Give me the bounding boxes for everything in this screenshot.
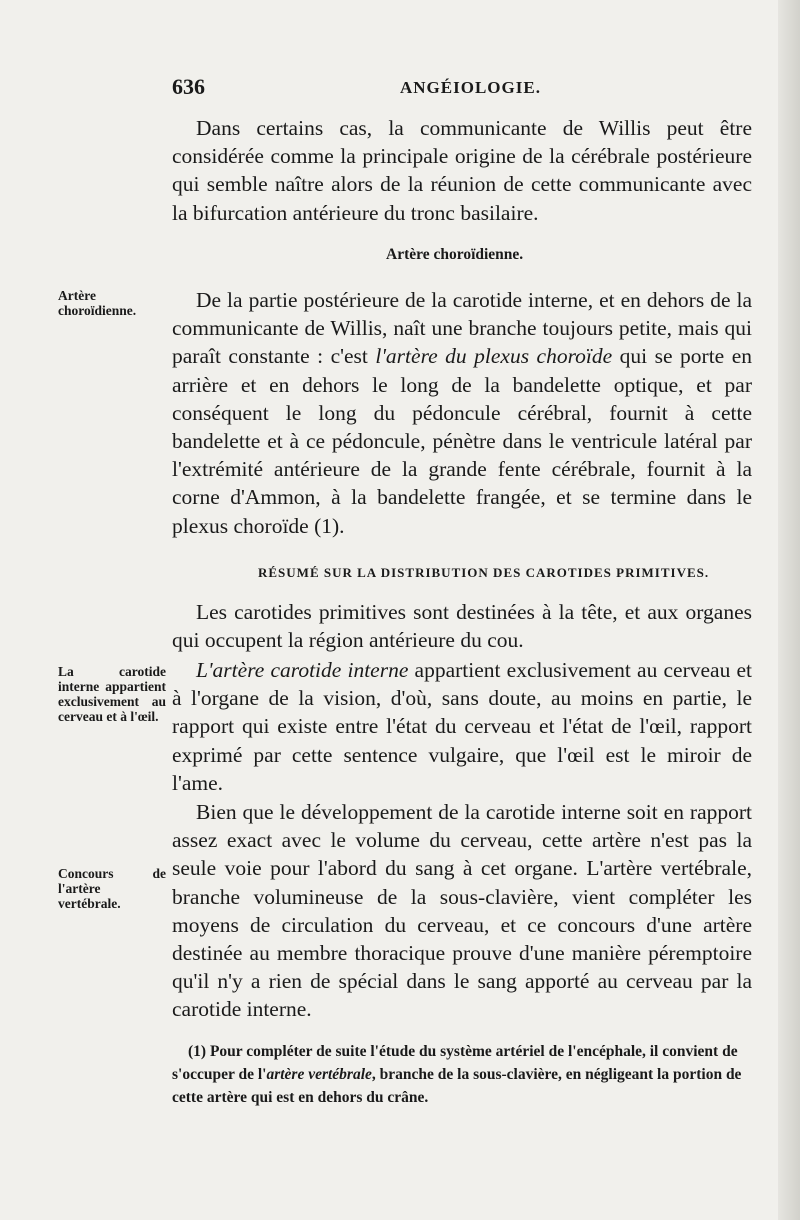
paragraph-vertebrale — [172, 798, 752, 1024]
running-title: ANGÉIOLOGIE. — [400, 78, 541, 97]
italic-term: L'artère carotide interne — [196, 658, 409, 682]
page-header — [172, 74, 752, 104]
paragraph-text: Les carotides primitives sont destinées à la tête, et aux organes qui occupent la région antérieure du cou. — [172, 600, 752, 653]
paragraph-carotides-primitives — [172, 598, 752, 654]
italic-term: l'artère du plexus choroïde — [375, 344, 613, 369]
text-end: qui se porte en arrière et en dehors le long de la bandelette optique, et par conséquent le long du pédoncule cérébral, fournit à cette bandelette et à ce pédoncule, pénètre dans le ventricule latéral par l'extrémité antérieure de la grande fente cérébrale, fournit à la corne d'Ammon, à la bandelette frangée, et se termine dans le plexus choroïde (1). — [172, 344, 752, 538]
section-title-resume: RÉSUMÉ SUR LA DISTRIBUTION DES CAROTIDES PRIMITIVES. — [258, 565, 710, 580]
footnote — [172, 1040, 752, 1109]
paragraph-text — [172, 286, 752, 540]
footnote-end: , branche de la sous-clavière, en négligeant la portion de cette artère qui est en dehors du crâne. — [172, 1066, 742, 1106]
page-number: 636 — [172, 74, 205, 99]
margin-note-carotide-interne: La carotide interne appartient exclusivement au cerveau et à l'œil. — [58, 664, 166, 724]
text-start: De la partie postérieure de la carotide interne, et en dehors de la communicante de Willis, naît une branche toujours petite, mais qui paraît constante : c'est — [172, 288, 752, 369]
footnote-text — [172, 1040, 752, 1109]
paragraph-text — [172, 656, 752, 797]
paragraph-choroidienne — [172, 286, 752, 540]
margin-note-choroidienne: Artère choroïdienne. — [58, 288, 137, 318]
page-edge-shadow — [778, 0, 800, 1220]
footnote-italic: artère vertébrale — [266, 1066, 372, 1083]
text-rest: appartient exclusivement au cerveau et à l'organe de la vision, d'où, sans doute, au moins en partie, le rapport qui existe entre l'état du cerveau et l'état de l'œil, rapport exprimé par cette sentence vulgaire, que l'œil est le miroir de l'ame. — [172, 658, 752, 795]
paragraph-text: Bien que le développement de la carotide interne soit en rapport assez exact avec le volume du cerveau, cette artère n'est pas la seule voie pour l'abord du sang à cet organe. L'artère vertébrale, branche volumineuse de la sous-clavière, vient compléter les moyens de circulation du cerveau, et ce concours d'une artère destinée au membre thoracique prouve d'une manière péremptoire qu'il n'y a rien de spécial dans le sang apporté au cerveau par la carotide interne. — [172, 800, 752, 1022]
paragraph-carotide-interne — [172, 656, 752, 797]
paragraph-communicante — [172, 114, 752, 227]
paragraph-text: Dans certains cas, la communicante de Willis peut être considérée comme la principale origine de la cérébrale postérieure qui semble naître alors de la réunion de cette communicante avec la bifurcation antérieure du tronc basilaire. — [172, 116, 752, 225]
section-title-artere-choroidienne: Artère choroïdienne. — [386, 246, 524, 263]
footnote-start: (1) Pour compléter de suite l'étude du système artériel de l'encéphale, il convient de s'occuper de l' — [172, 1043, 738, 1083]
margin-note-vertebrale: Concours de l'artère vertébrale. — [58, 866, 166, 911]
